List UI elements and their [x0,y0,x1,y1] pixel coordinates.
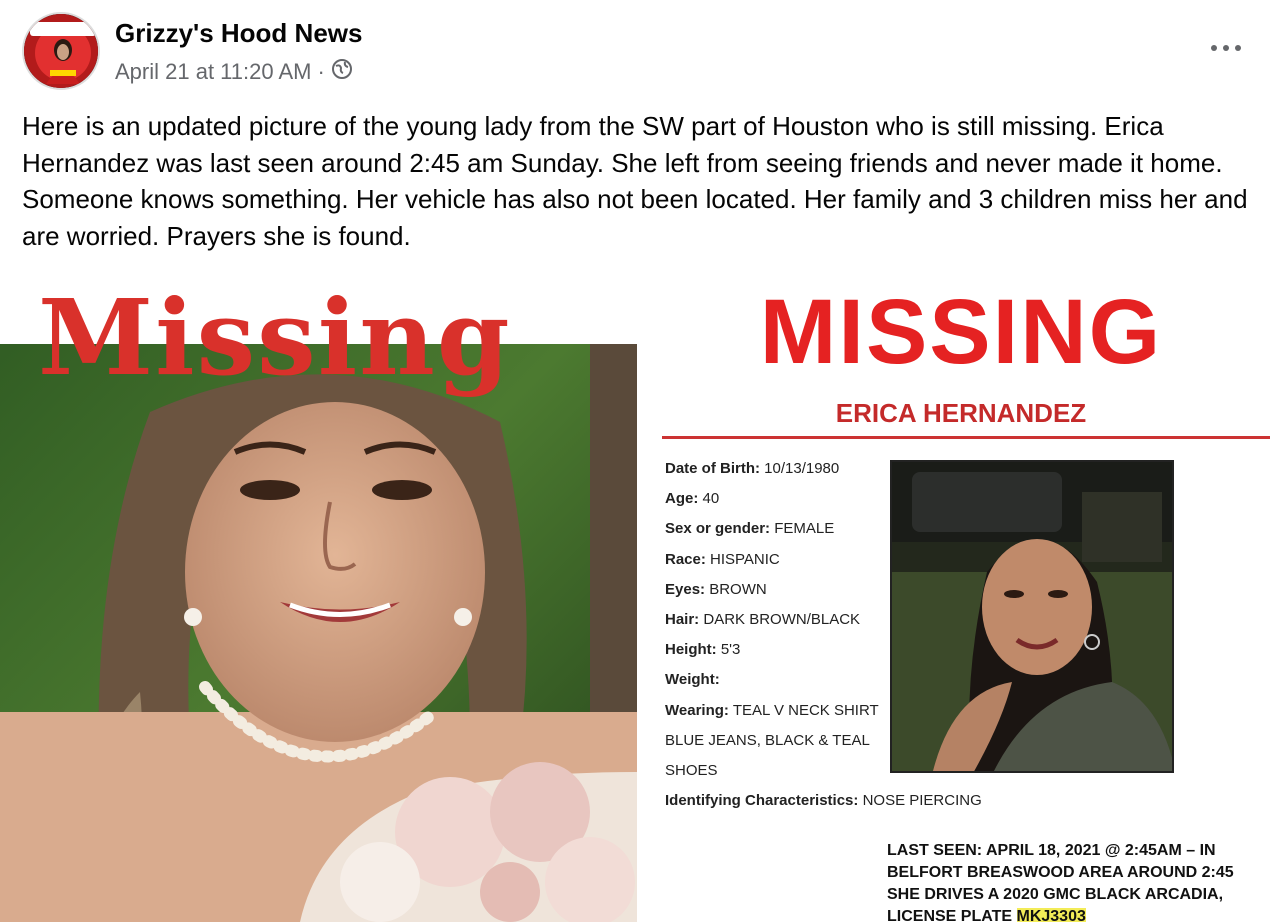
flyer-field: Eyes: BROWN [665,580,767,598]
left-photo-missing-title: Missing [38,276,512,399]
more-options-icon [1209,43,1243,53]
flyer-field: Age: 40 [665,490,720,508]
more-options-button[interactable] [1206,30,1246,66]
post-photo-left[interactable] [0,272,637,922]
post-timestamp[interactable]: April 21 at 11:20 AM [115,59,312,84]
flyer-portrait [890,460,1174,773]
flyer-person-name: ERICA HERNANDEZ [835,398,1087,428]
flyer-field: Wearing: TEAL V NECK SHIRT [665,701,879,719]
flyer-field: Identifying Characteristics: NOSE PIERCING [665,792,982,810]
post-photo-right[interactable] [642,272,1280,922]
post-header [0,0,1280,100]
meta-separator: · [317,59,325,84]
flyer-field: Height: 5'3 [665,641,741,659]
license-plate: MKJ3303 [1017,908,1086,922]
post-meta [115,58,353,86]
flyer-field: Race: HISPANIC [665,550,780,568]
flyer-field: Date of Birth: 10/13/1980 [665,460,840,477]
flyer-field-continued: BLUE JEANS, BLACK & TEAL [665,731,870,749]
flyer-divider [662,436,1270,439]
flyer-last-seen: LAST SEEN: APRIL 18, 2021 @ 2:45AM – IN BELFORT BREASWOOD AREA AROUND 2:45 SHE DRIVES A 2020 GMC BLACK ARCADIA, LICENSE PLATE MKJ3303 [887,840,1234,922]
flyer-field: Sex or gender: FEMALE [665,520,835,538]
flyer-field: Weight: [665,671,720,689]
page-avatar[interactable] [22,12,100,90]
page-name[interactable]: Grizzy's Hood News [115,18,363,48]
post-text: Here is an updated picture of the young lady from the SW part of Houston who is still missing. Erica Hernandez was last seen around 2:45 am Sunday. She left from seeing friends and never made it home. Someone knows something. Her vehicle has also not been located. Her family and 3 children miss her and are worried. Prayers she is found. [22,111,1248,251]
flyer-field-continued: SHOES [665,761,718,779]
globe-icon [331,58,353,86]
flyer-field: Hair: DARK BROWN/BLACK [665,610,861,628]
flyer-title: MISSING [759,281,1163,383]
flyer-details [665,454,982,816]
